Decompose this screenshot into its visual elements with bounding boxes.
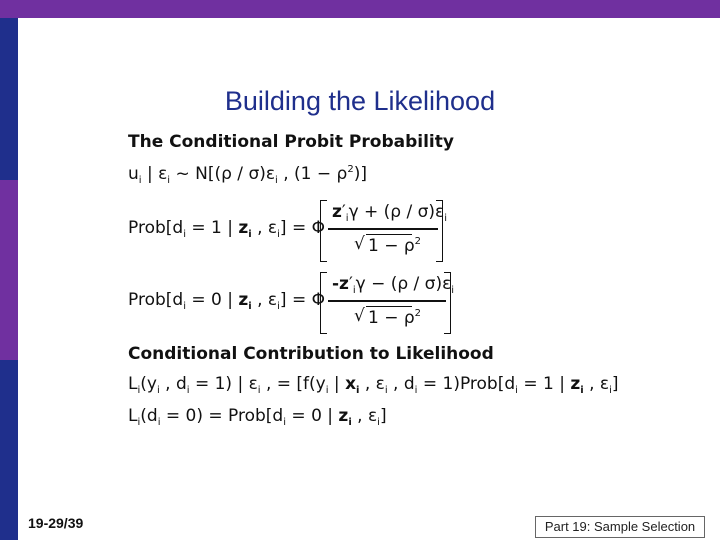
- footer-label: Part 19: Sample Selection: [535, 516, 705, 538]
- slide-title: Building the Likelihood: [224, 86, 496, 116]
- equation-likelihood-d1: $L_i(y_i$ , $d_i = 1$) | $\varepsilon_i$ , = [$f(y_i$ | $x_i$ , $\varepsilon_i$ , $d_i$ = $1)Prob[d_i = 1$ | $z_i$ , $\varepsilon_i$]: [128, 374, 619, 396]
- equation-prob-d1: $Prob[d_i = 1$ | $z_i$ , $\varepsilon_i] = \Phi$ $z'_i\gamma + (\rho / \sigma)\varepsilon_i$ √ $1 - \rho^2$: [128, 200, 458, 262]
- heading-conditional-probit: The Conditional Probit Probability: [128, 132, 454, 152]
- equation-likelihood-d0: $L_i(d_i = 0)$ = $Prob[d_i = 0$ | $z_i$ , $\varepsilon_i$]: [128, 406, 387, 428]
- page-number: 19-29/39: [28, 515, 84, 531]
- equation-u-distribution: $u_i$ | $\varepsilon_i$ ~ $N[(\rho / \sigma)\varepsilon_i$ , $(1 - \rho^2)$]: [128, 164, 367, 186]
- top-accent-bar: [0, 0, 720, 18]
- heading-conditional-contribution: Conditional Contribution to Likelihood: [128, 344, 494, 364]
- equation-prob-d0: $Prob[d_i = 0$ | $z_i$ , $\varepsilon_i] = \Phi$ $-z'_i\gamma - (\rho / \sigma)\varepsilon_i$ √ $1 - \rho^2$: [128, 272, 468, 334]
